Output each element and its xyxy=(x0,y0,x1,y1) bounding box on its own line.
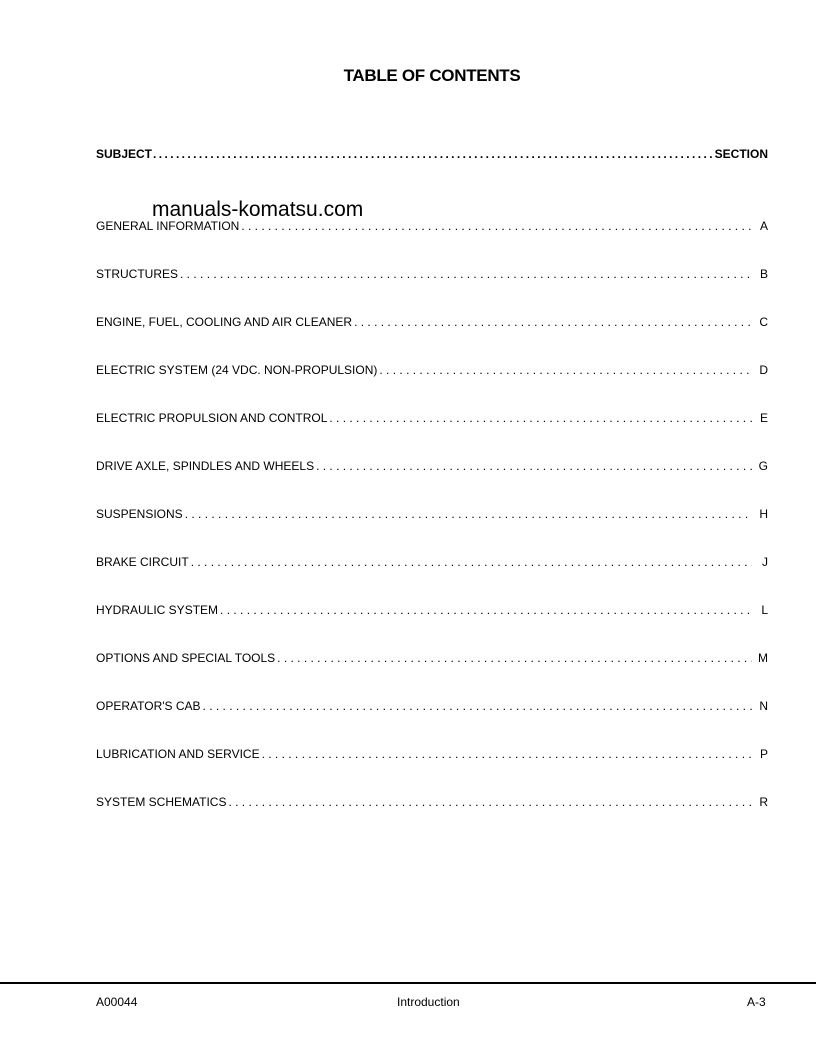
dot-leader xyxy=(185,507,752,521)
toc-entry[interactable] xyxy=(96,507,768,521)
dot-leader xyxy=(329,411,752,425)
toc-entry[interactable] xyxy=(96,363,768,377)
toc-entry-label: BRAKE CIRCUIT xyxy=(96,555,189,569)
toc-entry[interactable] xyxy=(96,555,768,569)
toc-entry[interactable] xyxy=(96,267,768,281)
footer-chapter: Introduction xyxy=(397,995,460,1009)
toc-entry-section: H xyxy=(759,507,768,521)
toc-entry[interactable] xyxy=(96,459,768,473)
dot-leader xyxy=(191,555,752,569)
dot-leader xyxy=(153,147,714,161)
toc-entry-label: STRUCTURES xyxy=(96,267,179,281)
dot-leader xyxy=(203,699,752,713)
dot-leader xyxy=(277,651,752,665)
toc-entry-label: SYSTEM SCHEMATICS xyxy=(96,795,227,809)
footer-doc-number: A00044 xyxy=(96,995,138,1009)
toc-entry[interactable] xyxy=(96,219,768,233)
subject-heading: SUBJECT xyxy=(96,147,153,161)
toc-entry-label: OPERATOR'S CAB xyxy=(96,699,201,713)
toc-entry-section: L xyxy=(761,603,768,617)
toc-entry-label: ELECTRIC SYSTEM (24 VDC. NON-PROPULSION) xyxy=(96,363,378,377)
toc-entry-section: R xyxy=(759,795,768,809)
toc-entry-label: LUBRICATION AND SERVICE xyxy=(96,747,260,761)
dot-leader xyxy=(220,603,752,617)
toc-entry-label: OPTIONS AND SPECIAL TOOLS xyxy=(96,651,276,665)
watermark: manuals-komatsu.com xyxy=(152,198,364,221)
toc-entry-label: SUSPENSIONS xyxy=(96,507,183,521)
toc-entry-section: P xyxy=(759,747,768,761)
dot-leader xyxy=(228,795,752,809)
dot-leader xyxy=(180,267,752,281)
toc-entry-label: GENERAL INFORMATION xyxy=(96,219,240,233)
toc-entry[interactable] xyxy=(96,699,768,713)
toc-entry-label: HYDRAULIC SYSTEM xyxy=(96,603,219,617)
dot-leader xyxy=(241,219,752,233)
page-title: TABLE OF CONTENTS xyxy=(343,66,521,85)
toc-entry-section: E xyxy=(759,411,768,425)
footer-page-number: A-3 xyxy=(747,995,766,1009)
toc-entry-section: J xyxy=(762,555,768,569)
toc-entry-label: ELECTRIC PROPULSION AND CONTROL xyxy=(96,411,328,425)
toc-entry[interactable] xyxy=(96,411,768,425)
dot-leader xyxy=(316,459,752,473)
toc-entry-section: B xyxy=(759,267,768,281)
toc-entry-section: A xyxy=(759,219,768,233)
dot-leader xyxy=(262,747,752,761)
toc-entry-section: D xyxy=(759,363,768,377)
footer-rule xyxy=(0,982,816,984)
dot-leader xyxy=(354,315,752,329)
toc-entry-section: G xyxy=(758,459,768,473)
toc-entry-label: ENGINE, FUEL, COOLING AND AIR CLEANER xyxy=(96,315,353,329)
toc-entry[interactable] xyxy=(96,651,768,665)
dot-leader xyxy=(379,363,752,377)
toc-entry-section: N xyxy=(759,699,768,713)
toc-entry-section: C xyxy=(759,315,768,329)
toc-entry[interactable] xyxy=(96,603,768,617)
section-heading: SECTION xyxy=(714,147,768,161)
toc-entry[interactable] xyxy=(96,315,768,329)
toc-entry[interactable] xyxy=(96,747,768,761)
toc-entry[interactable] xyxy=(96,795,768,809)
toc-entry-section: M xyxy=(758,651,768,665)
toc-entry-label: DRIVE AXLE, SPINDLES AND WHEELS xyxy=(96,459,315,473)
toc-header xyxy=(96,147,768,161)
